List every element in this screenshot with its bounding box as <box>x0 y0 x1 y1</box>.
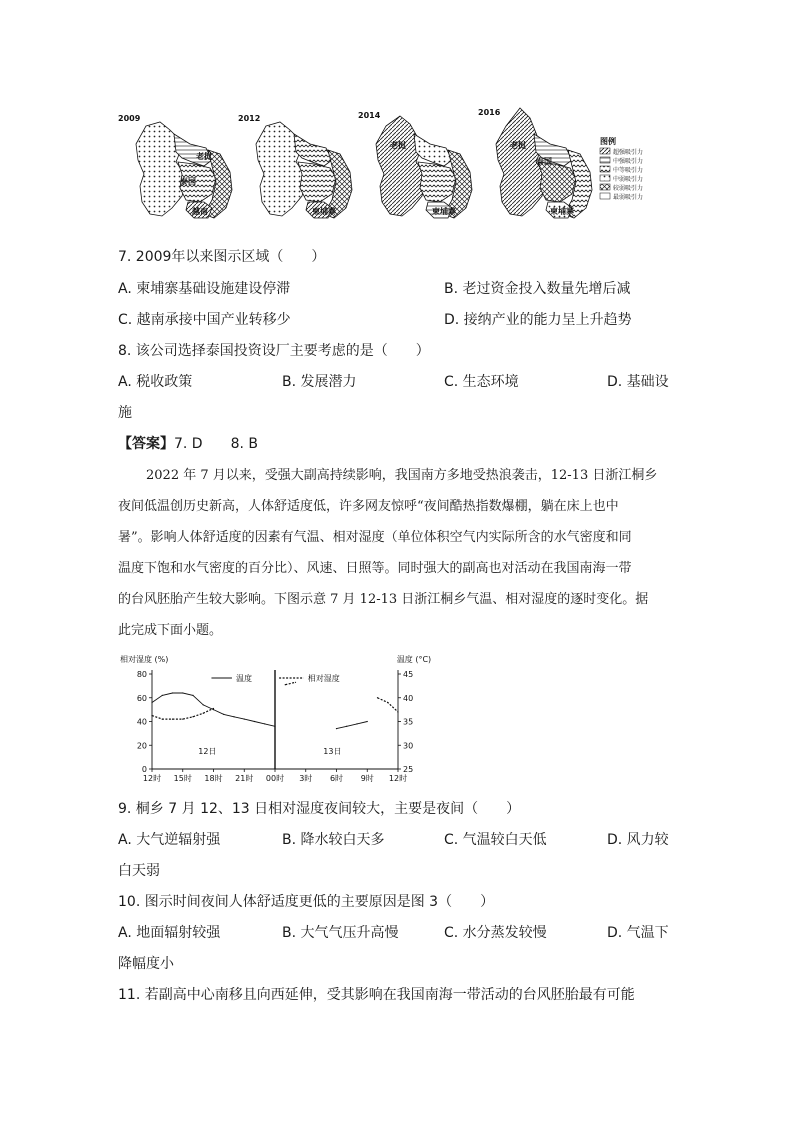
temperature-point <box>223 714 224 715</box>
q9-option-d: D. 风力较 <box>607 832 669 848</box>
humidity-point <box>387 702 388 703</box>
q9-option-b: B. 降水较白天多 <box>282 832 385 848</box>
temperature-line <box>337 722 368 729</box>
temperature-point <box>162 695 163 696</box>
temperature-point <box>151 702 152 703</box>
humidity-point <box>172 719 173 720</box>
passage-line: 暑”。影响人体舒适度的因素有气温、相对湿度（单位体积空气内实际所含的水气密度和同 <box>118 530 632 545</box>
legend-item: 最弱吸引力 <box>613 194 644 201</box>
humidity-point <box>397 711 398 712</box>
q7-option-a: A. 柬埔寨基础设施建设停滞 <box>118 281 291 297</box>
temperature-point <box>244 719 245 720</box>
q9-option-c: C. 气温较白天低 <box>444 832 547 848</box>
q7-option-b: B. 老过资金投入数量先增后减 <box>444 281 631 297</box>
passage-line: 2022 年 7 月以来，受强大副高持续影响，我国南方多地受热浪袭击，12-13 日浙江桐乡 <box>146 468 658 483</box>
answer-label: 【答案】 <box>118 436 174 452</box>
temperature-point <box>233 716 234 717</box>
map-2009 <box>118 114 232 218</box>
left-tick-label: 40 <box>136 717 147 727</box>
map-year-label: 2012 <box>238 114 261 123</box>
right-tick-label: 40 <box>403 693 414 703</box>
map-legend <box>600 136 643 201</box>
x-tick-label: 15时 <box>173 774 192 783</box>
passage-line: 此完成下面小题。 <box>118 623 223 638</box>
humidity-line <box>378 698 399 712</box>
right-tick-label: 30 <box>403 741 414 751</box>
x-tick-label: 3时 <box>299 774 313 783</box>
legend-item: 中弱吸引力 <box>613 176 644 183</box>
passage-line: 的台风胚胎产生较大影响。下图示意 7 月 12-13 日浙江桐乡气温、相对湿度的逐时变化。据 <box>118 592 649 607</box>
map-strip <box>112 104 672 234</box>
q8-option-b: B. 发展潜力 <box>282 374 357 390</box>
x-tick-label: 00时 <box>265 774 285 783</box>
temperature-point <box>172 692 173 693</box>
legend-label-temperature: 温度 <box>236 674 253 683</box>
right-tick-label: 25 <box>403 765 414 774</box>
label-vietnam: 越南 <box>192 207 208 216</box>
humidity-point <box>295 682 296 683</box>
temperature-point <box>346 726 347 727</box>
humidity-point <box>192 716 193 717</box>
label-thailand: 泰国 <box>536 157 552 166</box>
map-2016 <box>478 108 643 218</box>
q10-option-d: D. 气温下 <box>607 925 669 941</box>
label-laos: 老挝 <box>196 152 212 161</box>
humidity-point <box>213 708 214 709</box>
temp-humidity-chart <box>118 652 448 784</box>
map-year-label: 2009 <box>118 114 141 123</box>
q8-stem: 8. 该公司选择泰国投资设厂主要考虑的是（ ） <box>118 343 430 359</box>
q7-stem: 7. 2009年以来图示区域（ ） <box>118 249 326 265</box>
day-label: 13日 <box>323 747 342 756</box>
left-tick-label: 80 <box>136 670 147 679</box>
humidity-point <box>182 719 183 720</box>
q7-option-d: D. 接纳产业的能力呈上升趋势 <box>444 312 632 328</box>
q7-option-c: C. 越南承接中国产业转移少 <box>118 312 291 328</box>
map-2012 <box>238 114 352 218</box>
day-label: 12日 <box>198 747 217 756</box>
temperature-point <box>264 723 265 724</box>
q8-option-d-cont: 施 <box>118 405 132 421</box>
legend-item: 超强吸引力 <box>613 149 644 156</box>
humidity-point <box>203 713 204 714</box>
map-2014 <box>358 111 472 218</box>
label-thailand: 泰国 <box>180 177 196 186</box>
legend-item: 中等吸引力 <box>613 167 644 174</box>
humidity-point <box>377 697 378 698</box>
q9-stem: 9. 桐乡 7 月 12、13 日相对湿度夜间较大，主要是夜间（ ） <box>118 801 521 817</box>
right-tick-label: 45 <box>403 670 414 679</box>
q10-option-c: C. 水分蒸发较慢 <box>444 925 547 941</box>
legend-item: 中强吸引力 <box>613 158 644 165</box>
label-cambodia: 柬埔寨 <box>550 207 574 216</box>
q10-option-b: B. 大气气压升高慢 <box>282 925 399 941</box>
q8-option-d: D. 基础设 <box>607 374 669 390</box>
x-tick-label: 12时 <box>142 774 162 783</box>
temperature-point <box>367 721 368 722</box>
q10-option-d-cont: 降幅度小 <box>118 956 174 972</box>
q10-option-a: A. 地面辐射较强 <box>118 925 221 941</box>
q11-stem: 11. 若副高中心南移且向西延伸，受其影响在我国南海一带活动的台风胚胎最有可能 <box>118 987 635 1003</box>
right-axis-label: 温度 (°C) <box>396 655 432 664</box>
q8-option-c: C. 生态环境 <box>444 374 519 390</box>
answer-text: 7. D 8. B <box>174 436 258 452</box>
humidity-point <box>151 715 152 716</box>
legend-label-humidity: 相对湿度 <box>307 674 340 683</box>
passage-line: 夜间低温创历史新高，人体舒适度低，许多网友惊呼“夜间酷热指数爆棚，躺在床上也中 <box>118 499 619 514</box>
temperature-point <box>254 721 255 722</box>
passage-line: 温度下饱和水气密度的百分比）、风速、日照等。同时强大的副高也对活动在我国南海一带 <box>118 561 632 576</box>
left-tick-label: 0 <box>141 765 147 774</box>
temperature-point <box>356 723 357 724</box>
legend-title: 图例 <box>600 137 616 146</box>
temperature-point <box>274 726 275 727</box>
label-laos: 老挝 <box>510 141 526 150</box>
temperature-point <box>192 695 193 696</box>
humidity-point <box>285 684 286 685</box>
q9-option-a: A. 大气逆辐射强 <box>118 832 221 848</box>
label-cambodia: 柬埔寨 <box>312 207 336 216</box>
legend-item: 较弱吸引力 <box>613 185 644 192</box>
right-tick-label: 35 <box>403 717 414 727</box>
left-axis-label: 相对湿度 (%) <box>120 655 169 664</box>
x-tick-label: 9时 <box>360 774 374 783</box>
answer-line <box>118 434 258 454</box>
left-tick-label: 60 <box>136 693 147 703</box>
map-year-label: 2016 <box>478 108 501 117</box>
left-tick-label: 20 <box>136 741 147 751</box>
label-cambodia: 柬埔寨 <box>432 207 456 216</box>
q9-option-d-cont: 白天弱 <box>118 863 160 879</box>
x-tick-label: 6时 <box>329 774 344 783</box>
humidity-line <box>285 682 295 684</box>
label-laos: 老挝 <box>390 141 406 150</box>
temperature-point <box>336 728 337 729</box>
humidity-line <box>152 708 214 719</box>
q10-stem: 10. 图示时间夜间人体舒适度更低的主要原因是图 3（ ） <box>118 894 495 910</box>
x-tick-label: 12时 <box>388 774 408 783</box>
humidity-point <box>162 719 163 720</box>
x-tick-label: 18时 <box>204 774 223 783</box>
x-tick-label: 21时 <box>235 774 254 783</box>
temperature-point <box>182 692 183 693</box>
q8-option-a: A. 税收政策 <box>118 374 193 390</box>
map-year-label: 2014 <box>358 111 381 120</box>
temperature-point <box>203 704 204 705</box>
